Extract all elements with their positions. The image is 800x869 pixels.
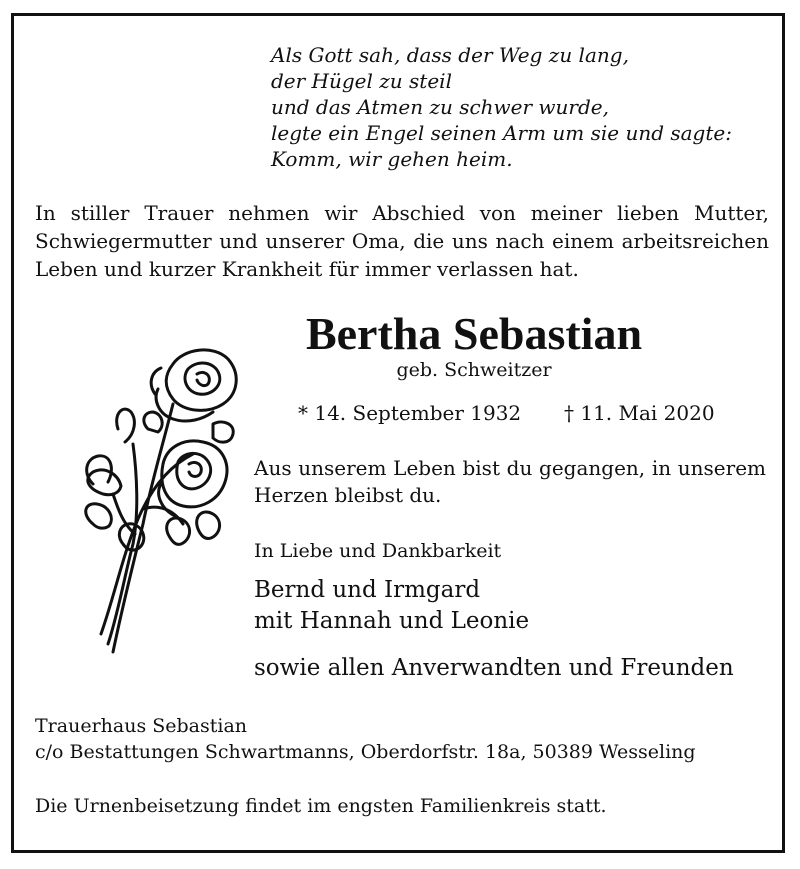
family-line: mit Hannah und Leonie: [254, 608, 530, 634]
address-line: c/o Bestattungen Schwartmanns, Oberdorfstr. 18a, 50389 Wesseling: [35, 741, 696, 763]
poem: [271, 42, 732, 172]
maiden-name: geb. Schweitzer: [396, 359, 552, 381]
mourning-house-address: [35, 713, 696, 765]
burial-note: Die Urnenbeisetzung findet im engsten Familienkreis statt.: [35, 795, 607, 817]
love-line: In Liebe und Dankbarkeit: [254, 540, 502, 562]
obituary-notice: [11, 13, 785, 853]
deceased-name: Bertha Sebastian: [305, 308, 643, 359]
poem-line: Als Gott sah, dass der Weg zu lang,: [271, 43, 629, 67]
family-signature: [254, 575, 529, 637]
birth-date: * 14. September 1932: [298, 401, 522, 425]
rose-icon: [63, 334, 258, 654]
poem-line: und das Atmen zu schwer wurde,: [271, 95, 609, 119]
intro-text: In stiller Trauer nehmen wir Abschied von meiner lieben Mutter, Schwiegermutter und unserer Oma, die uns nach einem arbeitsreichen Leben und kurzer Krankheit für immer verlassen hat.: [35, 201, 769, 281]
address-line: Trauerhaus Sebastian: [35, 715, 248, 737]
death-date: † 11. Mai 2020: [564, 401, 715, 425]
relatives-line: sowie allen Anverwandten und Freunden: [254, 655, 734, 681]
family-line: Bernd und Irmgard: [254, 577, 481, 603]
poem-line: der Hügel zu steil: [271, 69, 452, 93]
poem-line: legte ein Engel seinen Arm um sie und sagte:: [271, 121, 732, 145]
memorial-verse: Aus unserem Leben bist du gegangen, in unserem Herzen bleibst du.: [254, 456, 766, 507]
poem-line: Komm, wir gehen heim.: [271, 147, 513, 171]
